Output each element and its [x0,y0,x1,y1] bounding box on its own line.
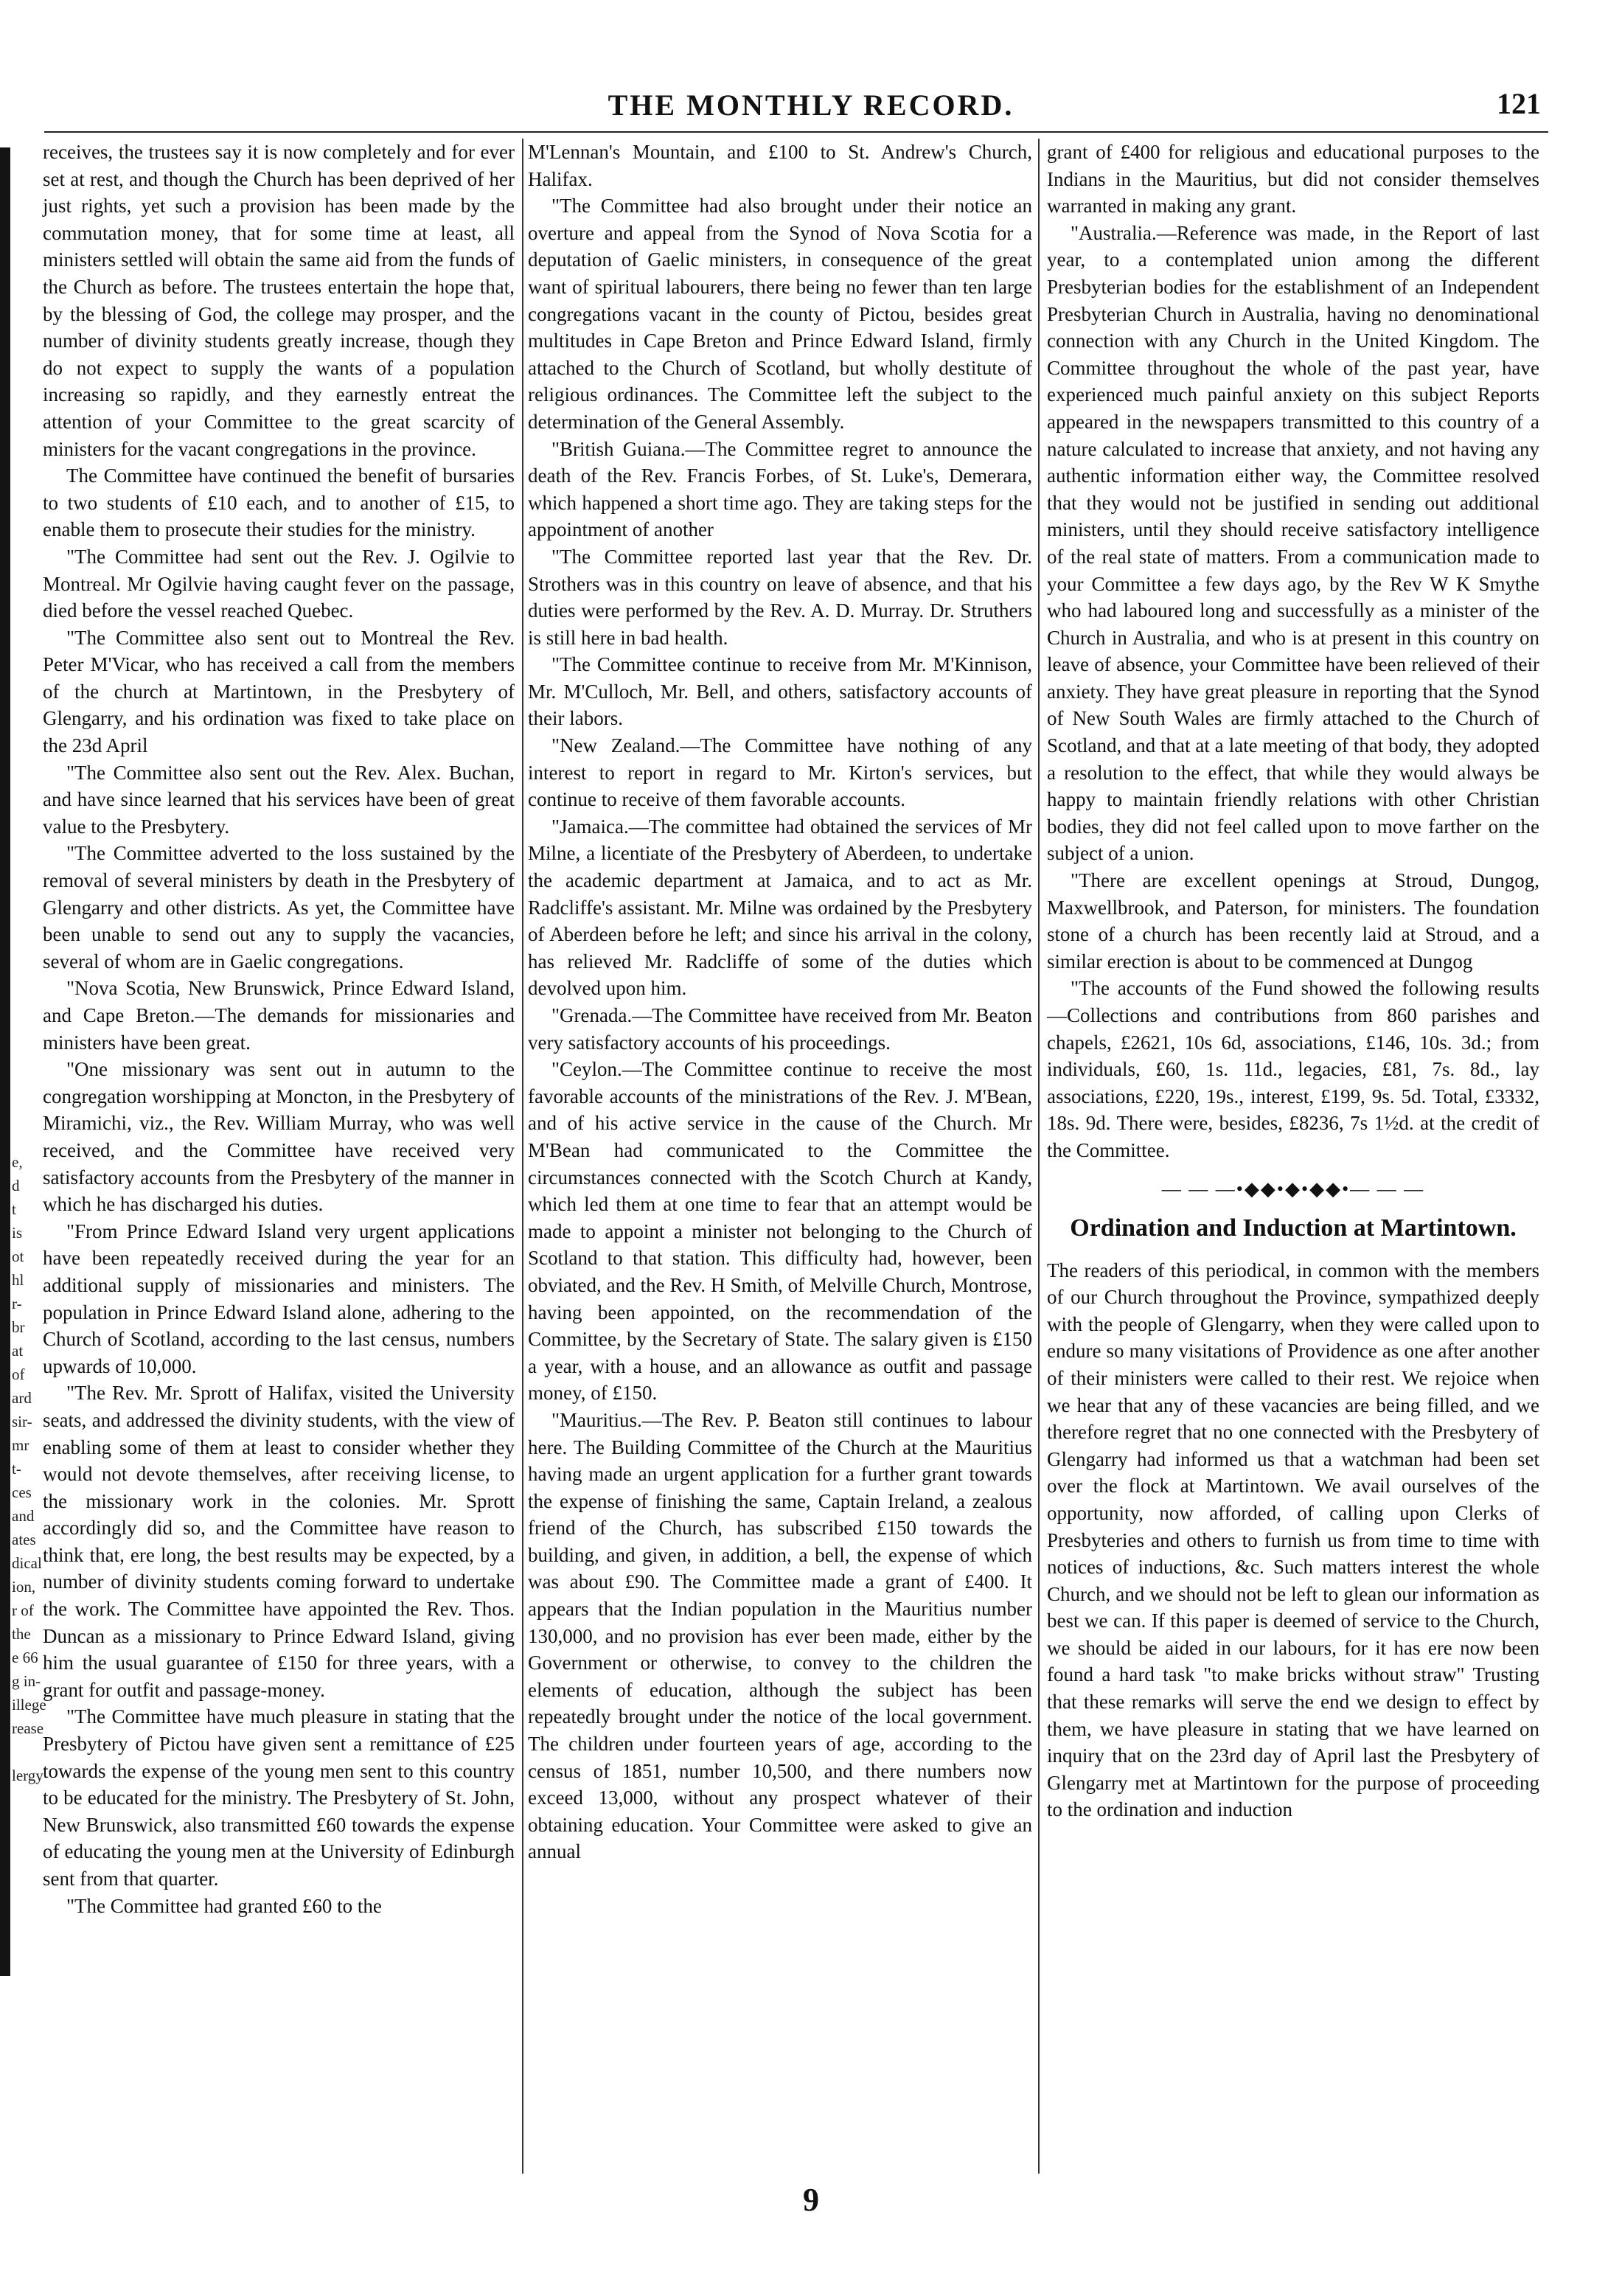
section-body [1047,1257,1539,1823]
margin-fragment: r of [12,1601,34,1619]
margin-fragment: sir- [12,1413,32,1430]
margin-fragment: ot [12,1248,24,1265]
section-heading: Ordination and Induction at Martintown. [1070,1214,1517,1242]
paragraph: "Mauritius.—The Rev. P. Beaton still continues to labour here. The Building Committee of the Church at the Mauritius having made an urgent application for a further grant towards the expense of finishing the same, Captain Ireland, a zealous friend of the Church, has subscribed £150 towards the building, and given, in addition, a bell, the expense of which was about £90. The Committee made a grant of £400. It appears that the Indian population in the Mauritius number 130,000, and no provision has ever been made, either by the Government or otherwise, to convey to the children the elements of education, although the subject has been repeatedly brought under the notice of the local government. The children under fourteen years of age, according to the census of 1851, number 10,500, and there numbers now exceed 13,000, without any prospect whatever of their obtaining education. Your Committee were asked to give an annual [528,1408,1032,1863]
margin-fragment: rease [12,1719,44,1737]
page-header [0,85,1622,129]
column-2 [528,139,1032,2174]
margin-fragment: e 66 [12,1649,38,1666]
paragraph: "British Guiana.—The Committee regret to announce the death of the Rev. Francis Forbes, of St. Luke's, Demerara, which happened a short time ago. They are taking steps for the appointment of another [528,437,1032,541]
paragraph: The readers of this periodical, in common with the members of our Church throughout the Province, sympathized deeply with the people of Glengarry, when they were called upon to endure so many visitations of Providence as one after another of their ministers were called to their rest. We rejoice when we hear that any of these vacancies are being filled, and we therefore regret that no one connected with the Presbytery of Glengarry had informed us that a watchman had been set over the flock at Martintown. We avail ourselves of the opportunity, now afforded, of calling upon Clerks of Presbyteries and others to furnish us from time to time with notices of inductions, &c. Such matters interest the whole Church, and we should not be left to glean our information as best we can. If this paper is deemed of service to the Church, we should be aided in our labours, for it has ere now been found a hard task "to make bricks without straw" Trusting that these remarks will serve the end we design to effect by them, we have pleasure in stating that we have learned on inquiry that on the 23rd day of April last the Presbytery of Glengarry met at Martintown for the purpose of proceeding to the ordination and induction [1047,1259,1539,1821]
margin-fragment: dical [12,1554,42,1572]
margin-fragment: is [12,1224,23,1242]
margin-fragment: hl [12,1271,24,1289]
margin-fragment [12,1740,41,1764]
margin-fragment: ces [12,1483,32,1501]
paragraph: "The Committee adverted to the loss sustained by the removal of several ministers by death in the Presbytery of Glengarry and other districts. As yet, the Committee have been unable to send out any to supply the vacancies, several of whom are in Gaelic congregations. [43,842,515,973]
margin-fragment: of [12,1366,25,1383]
paragraph: "The Committee continue to receive from Mr. M'Kinnison, Mr. M'Culloch, Mr. Bell, and others, satisfactory accounts of their labors. [528,653,1032,730]
margin-fragment: t [12,1200,16,1218]
margin-fragment: t- [12,1460,21,1478]
column-3 [1047,139,1539,2174]
margin-fragment: br [12,1318,25,1336]
running-title: THE MONTHLY RECORD. [608,88,1014,122]
margin-fragment: ion, [12,1578,36,1596]
paragraph: "Ceylon.—The Committee continue to receive the most favorable accounts of the ministrations of the Rev. J. M'Bean, and of his active service in the cause of the Church. Mr M'Bean had communicated to the Committee the circumstances connected with the Scotch Church at Kandy, which led them at one time to fear that an attempt would be made to appoint a minister not belonging to the Church of Scotland to that station. This difficulty had, however, been obviated, and the Rev. H Smith, of Melville Church, Montrose, having been appointed, on the recommendation of the Committee, by the Secretary of State. The salary given is £150 a year, with a house, and an allowance as outfit and passage money, of £150. [528,1058,1032,1405]
paragraph: "The Rev. Mr. Sprott of Halifax, visited the University seats, and addressed the divinity students, with the view of enabling some of them at least to consider whether they would not devote themselves, after receiving license, to the missionary work in the colonies. Mr. Sprott accordingly did so, and the Committee have reason to think that, ere long, the best results may be expected, by a number of divinity students coming forward to undertake the work. The Committee have appointed the Rev. Thos. Duncan as a missionary to Prince Edward Island, giving him the usual guarantee of £150 for three years, with a grant for outfit and passage-money. [43,1382,515,1701]
paragraph: "The Committee reported last year that the Rev. Dr. Strothers was in this country on leave of absence, and that his duties were performed by the Rev. A. D. Murray. Dr. Struthers is still here in bad health. [528,545,1032,649]
paragraph: "Jamaica.—The committee had obtained the services of Mr Milne, a licentiate of the Presbytery of Aberdeen, to undertake the academic department at Jamaica, and to act as Mr. Radcliffe's assistant. Mr. Milne was ordained by the Presbytery of Aberdeen before he left; and since his arrival in the colony, has relieved Mr. Radcliffe of some of the duties which devolved upon him. [528,815,1032,1000]
paragraph: "Nova Scotia, New Brunswick, Prince Edward Island, and Cape Breton.—The demands for missionaries and ministers have been great. [43,977,515,1054]
paragraph: The Committee have continued the benefit of bursaries to two students of £10 each, and to another of £15, to enable them to prosecute their studies for the ministry. [43,465,515,541]
paragraph: "Australia.—Reference was made, in the Report of last year, to a contemplated union among the different Presbyterian bodies for the establishment of an Independent Presbyterian Church in Australia, having no denominational connection with any Church in the United Kingdom. The Committee throughout the whole of the past year, have experienced much painful anxiety on this subject Reports appeared in the newspapers transmitted to this country of a nature calculated to increase that anxiety, and not having any authentic information either way, the Committee resolved that they would not be justified in sending out additional ministers, until they should receive satisfactory intelligence of the real state of matters. From a communication made to your Committee a few days ago, by the Rev W K Smythe who had laboured long and successfully as a minister of the Church in Australia, and who is at present in this country on leave of absence, your Committee have been relieved of their anxiety. They have great pleasure in reporting that the Synod of New South Wales are firmly attached to the Church of Scotland, and that at a late meeting of that body, they adopted a resolution to the effect, that while they would always be happy to maintain friendly relations with other Christian bodies, they did not feel called upon to move farther on the subject of a union. [1047,221,1539,865]
paragraph: "There are excellent openings at Stroud, Dungog, Maxwellbrook, and Paterson, for ministers. The foundation stone of a church has been recently laid at Stroud, and a similar erection is about to be commenced at Dungog [1047,869,1539,973]
paragraph: "From Prince Edward Island very urgent applications have been repeatedly received during the year for an additional supply of missionaries and ministers. The population in Prince Edward Island alone, adhering to the Church of Scotland, according to the last census, numbers upwards of 10,000. [43,1220,515,1377]
column-3-top [1047,139,1539,1164]
paragraph: "Grenada.—The Committee have received from Mr. Beaton very satisfactory accounts of his proceedings. [528,1004,1032,1054]
margin-fragment: ard [12,1389,32,1407]
header-rule [44,131,1548,133]
paragraph: "The Committee have much pleasure in stating that the Presbytery of Pictou have given sent a remittance of £25 towards the expense of the young men sent to this country to be educated for the ministry. The Presbytery of St. John, New Brunswick, also transmitted £60 towards the expense of educating the young men at the University of Edinburgh sent from that quarter. [43,1705,515,1890]
paragraph: "The Committee had granted £60 to the [66,1894,382,1917]
margin-fragment: g in- [12,1672,41,1690]
margin-fragment: mr [12,1436,29,1454]
margin-fragment: d [12,1177,20,1194]
margin-fragment: ates [12,1531,36,1548]
margin-fragment: and [12,1507,35,1525]
paragraph: "One missionary was sent out in autumn to the congregation worshipping at Moncton, in the Presbytery of Miramichi, viz., the Rev. William Murray, who was well received, and the Committee have received very satisfactory accounts from the Presbytery of the manner in which he has discharged his duties. [43,1058,515,1216]
paragraph: "New Zealand.—The Committee have nothing of any interest to report in regard to Mr. Kirton's services, but continue to receive of them favorable accounts. [528,734,1032,811]
margin-fragment: the [12,1625,31,1643]
paragraph: receives, the trustees say it is now completely and for ever set at rest, and though the Church has been deprived of her just rights, yet such a provision has been made by the commutation money, that for some time at least, all ministers settled will obtain the same aid from the funds of the Church as before. The trustees entertain the hope that, by the blessing of God, the college may prosper, and the number of divinity students greatly increase, though they do not expect to supply the wants of a population increasing so rapidly, and they earnestly entreat the attention of your Committee to the great scarcity of ministers for the vacant congregations in the province. [43,141,515,460]
paragraph: "The accounts of the Fund showed the following results —Collections and contributions from 860 parishes and chapels, £2621, 10s 6d, associations, £146, 10s. 3d.; from individuals, £60, 1s. 11d., legacies, £81, 7s. 8d., lay associations, £220, 19s., interest, £199, 9s. 5d. Total, £3332, 18s. 9d. There were, besides, £8236, 7s 1½d. at the credit of the Committee. [1047,977,1539,1161]
left-margin-fragments [12,1150,46,1787]
binding-shadow [0,147,10,1976]
paragraph: "The Committee also sent out to Montreal the Rev. Peter M'Vicar, who has received a call from the members of the church at Martintown, in the Presbytery of Glengarry, and his ordination was fixed to take place on the 23d April [43,626,515,757]
signature-mark: 9 [803,2182,819,2218]
paragraph: "The Committee had also brought under their notice an overture and appeal from the Synod of Nova Scotia for a deputation of Gaelic ministers, in consequence of the great want of spiritual labourers, there being no fewer than ten large congregations vacant in the county of Pictou, besides great multitudes in Cape Breton and Prince Edward Island, firmly attached to the Church of Scotland, but wholly destitute of religious ordinances. The Committee left the subject to the determination of the General Assembly. [528,195,1032,433]
text-columns [43,139,1539,2174]
margin-fragment: e, [12,1153,23,1171]
margin-fragment: lergy [12,1767,43,1784]
page-number: 121 [1497,87,1541,120]
margin-fragment: r- [12,1295,22,1312]
paragraph: "The Committee also sent out the Rev. Alex. Buchan, and have since learned that his services have been of great value to the Presbytery. [43,761,515,838]
column-1 [43,139,515,2174]
paragraph: grant of £400 for religious and educational purposes to the Indians in the Mauritius, but did not consider themselves warranted in making any grant. [1047,141,1539,218]
paragraph: "The Committee had sent out the Rev. J. Ogilvie to Montreal. Mr Ogilvie having caught fever on the passage, died before the vessel reached Quebec. [43,545,515,622]
paragraph: M'Lennan's Mountain, and £100 to St. Andrew's Church, Halifax. [528,141,1032,190]
margin-fragment: illege [12,1696,46,1714]
section-divider-ornament: — — —•◆◆•◆•◆◆•— — — [1161,1177,1425,1200]
margin-fragment: at [12,1342,24,1360]
